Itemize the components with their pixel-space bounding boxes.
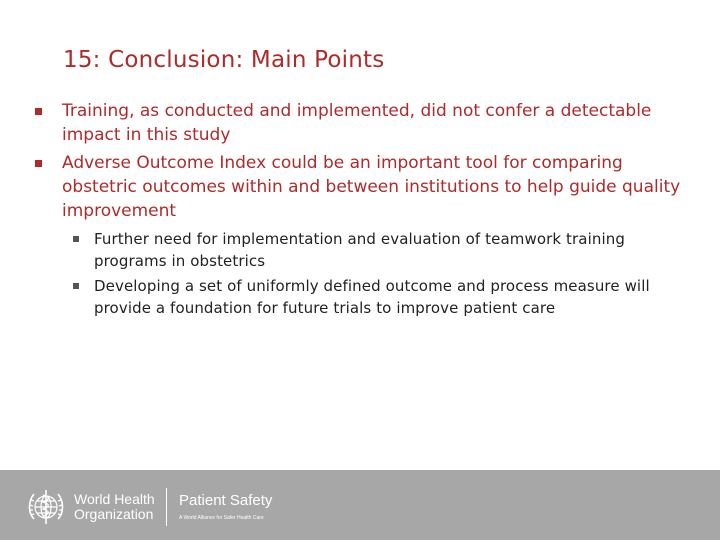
slide-title: 15: Conclusion: Main Points — [63, 47, 385, 73]
program-title: Patient Safety — [179, 492, 273, 509]
program-tagline: A World Alliance for Safer Health Care — [179, 515, 264, 521]
org-line2: Organization — [74, 506, 154, 522]
org-line1: World Health — [74, 491, 155, 507]
sub-bullet-text: Further need for implementation and evaluation of teamwork training programs in obstetrics — [94, 230, 625, 270]
sub-bullet-2 — [73, 275, 693, 319]
square-bullet-icon — [73, 283, 79, 289]
who-logo-text — [74, 492, 155, 522]
sub-bullet-row — [73, 275, 693, 319]
who-emblem-icon — [26, 487, 66, 527]
square-bullet-icon — [73, 236, 79, 242]
sub-bullet-1 — [73, 228, 693, 272]
bullet-1 — [35, 99, 685, 147]
footer-divider — [166, 488, 167, 526]
bullet-text: Training, as conducted and implemented, did not confer a detectable impact in this study — [62, 101, 652, 145]
sub-bullet-row — [73, 228, 693, 272]
square-bullet-icon — [35, 160, 42, 167]
square-bullet-icon — [35, 108, 42, 115]
footer-bar — [0, 470, 720, 540]
bullet-2 — [35, 151, 685, 223]
sub-bullet-text: Developing a set of uniformly defined outcome and process measure will provide a foundation for future trials to improve patient care — [94, 277, 650, 317]
bullet-text: Adverse Outcome Index could be an important tool for comparing obstetric outcomes within and between institutions to help guide quality improvement — [62, 153, 681, 221]
bullet-row — [35, 99, 685, 147]
bullet-row — [35, 151, 685, 223]
